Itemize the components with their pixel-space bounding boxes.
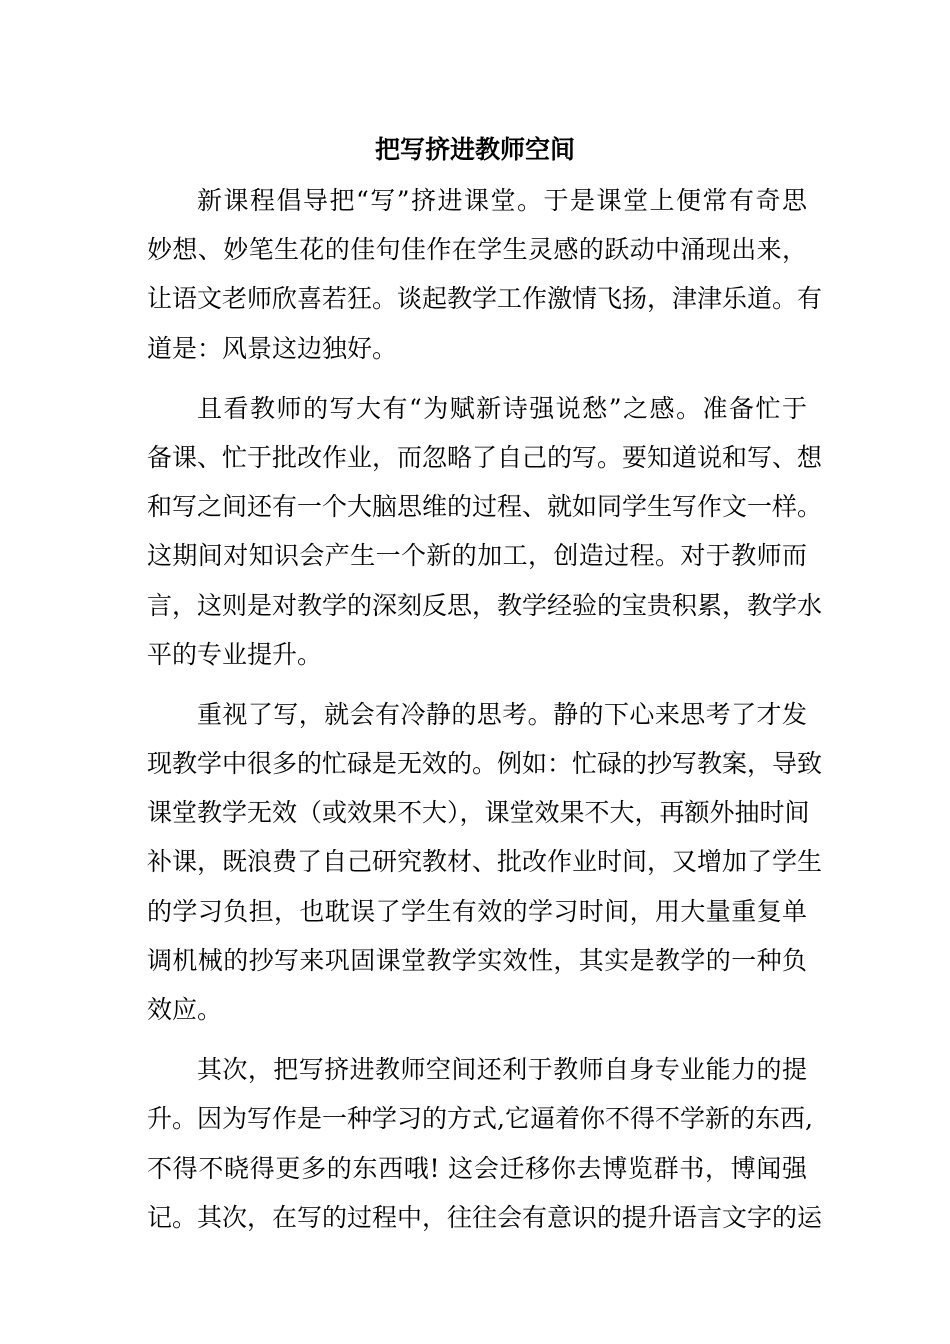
paragraph-line: 不得不晓得更多的东西哦! 这会迁移你去博览群书，博闻强 xyxy=(147,1153,807,1183)
paragraph-line: 和写之间还有一个大脑思维的过程、就如同学生写作文一样。 xyxy=(147,492,823,522)
paragraph-4 xyxy=(147,1045,823,1242)
paragraph-line: 让语文老师欣喜若狂。谈起教学工作激情飞扬，津津乐道。有 xyxy=(147,284,823,314)
paragraph-line: 记。其次，在写的过程中，往往会有意识的提升语言文字的运 xyxy=(147,1202,823,1232)
paragraph-line: 道是：风景这边独好。 xyxy=(147,333,398,363)
paragraph-line: 课堂教学无效（或效果不大），课堂效果不大，再额外抽时间 xyxy=(147,798,810,828)
paragraph-line: 调机械的抄写来巩固课堂教学实效性，其实是教学的一种负 xyxy=(147,945,807,975)
paragraph-line: 备课、忙于批改作业，而忽略了自己的写。要知道说和写、想 xyxy=(147,442,823,472)
paragraph-2 xyxy=(147,384,823,679)
paragraph-line: 升。因为写作是一种学习的方式,它逼着你不得不学新的东西, xyxy=(147,1104,813,1134)
paragraph-1 xyxy=(147,176,823,373)
paragraph-line: 这期间对知识会产生一个新的加工，创造过程。对于教师而 xyxy=(147,541,807,571)
paragraph-line: 妙想、妙笔生花的佳句佳作在学生灵感的跃动中涌现出来， xyxy=(147,235,807,265)
paragraph-line: 的学习负担，也耽误了学生有效的学习时间，用大量重复单 xyxy=(147,896,807,926)
paragraph-line: 言，这则是对教学的深刻反思，教学经验的宝贵积累，教学水 xyxy=(147,590,823,620)
paragraph-line: 效应。 xyxy=(147,995,223,1024)
paragraph-line: 新课程倡导把“写”挤进课堂。于是课堂上便常有奇思 xyxy=(197,186,807,215)
paragraph-line: 现教学中很多的忙碌是无效的。例如：忙碌的抄写教案，导致 xyxy=(147,749,823,779)
paragraph-line: 平的专业提升。 xyxy=(147,639,323,669)
document-body xyxy=(147,176,823,1253)
paragraph-line: 补课，既浪费了自己研究教材、批改作业时间，又增加了学生 xyxy=(147,847,823,877)
paragraph-3 xyxy=(147,690,823,1034)
document-title: 把写挤进教师空间 xyxy=(374,135,575,164)
paragraph-line: 其次，把写挤进教师空间还利于教师自身专业能力的提 xyxy=(197,1055,807,1085)
paragraph-line: 且看教师的写大有“为赋新诗强说愁”之感。准备忙于 xyxy=(197,393,807,423)
paragraph-line: 重视了写，就会有冷静的思考。静的下心来思考了才发 xyxy=(197,699,807,729)
